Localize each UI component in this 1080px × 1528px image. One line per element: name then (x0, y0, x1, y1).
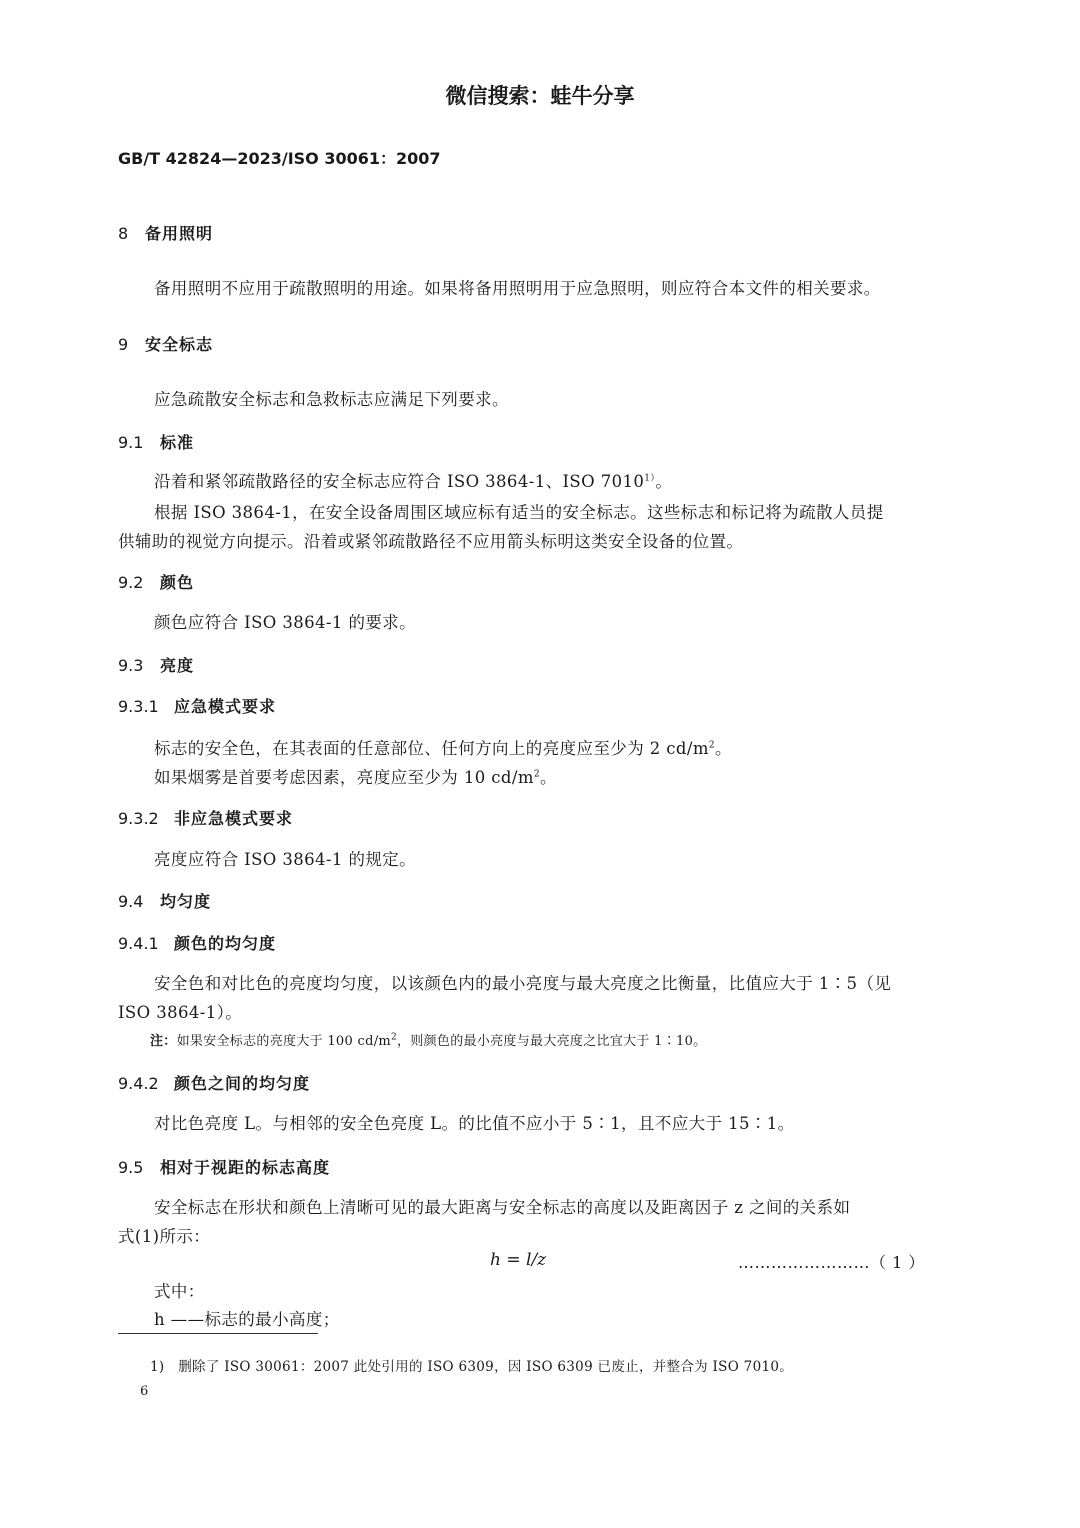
section-heading-9-3-1 (118, 694, 276, 717)
document-id: GB/T 42824—2023/ISO 30061：2007 (118, 149, 441, 168)
section-title: 标准 (160, 433, 195, 452)
section-number: 9.5 (118, 1158, 144, 1177)
section-heading-9-5 (118, 1155, 330, 1178)
section-heading-9-4-2 (118, 1071, 310, 1094)
section-title: 非应急模式要求 (174, 809, 294, 828)
note: 注：如果安全标志的亮度大于 100 $cd/m^2$，则颜色的最小亮度与最大亮度之比宜大于 1∶10。 (150, 1032, 707, 1049)
section-title: 安全标志 (145, 335, 214, 354)
section-title: 颜色之间的均匀度 (174, 1074, 311, 1093)
note-label: 注： (150, 1034, 177, 1049)
section-number: 9.4 (118, 892, 144, 911)
section-number: 9.3.2 (118, 809, 159, 828)
paragraph: 应急疏散安全标志和急救标志应满足下列要求。 (154, 390, 509, 409)
section-number: 8 (118, 224, 129, 243)
paragraph-line: 根据 ISO 3864-1，在安全设备周围区域应标有适当的安全标志。这些标志和标记将为疏散人员提 (154, 503, 884, 522)
section-title: 颜色的均匀度 (174, 934, 277, 953)
section-heading-9 (118, 332, 213, 355)
section-heading-9-4-1 (118, 931, 276, 954)
section-title: 应急模式要求 (174, 697, 277, 716)
paragraph: 备用照明不应用于疏散照明的用途。如果将备用照明用于应急照明，则应符合本文件的相关要求。 (154, 279, 881, 298)
section-heading-9-1 (118, 430, 194, 453)
paragraph-line: ISO 3864-1）。 (118, 1003, 243, 1022)
section-number: 9.2 (118, 573, 144, 592)
section-number: 9.4.1 (118, 934, 159, 953)
paragraph-line: 式(1)所示： (118, 1227, 211, 1246)
footnote: 1) 删除了 ISO 30061：2007 此处引用的 ISO 6309，因 ISO 6309 已废止，并整合为 ISO 7010。 (150, 1359, 794, 1375)
footnote-marker: 1） (644, 473, 656, 484)
section-number: 9.1 (118, 433, 144, 452)
paragraph: 标志的安全色，在其表面的任意部位、任何方向上的亮度应至少为 2 $cd/m^2$。 (154, 739, 732, 758)
paragraph: 沿着和紧邻疏散路径的安全标志应符合 ISO 3864-1、ISO $7010^{1)}$。 (154, 472, 673, 491)
formula: h = l/z (490, 1250, 547, 1270)
paragraph: 亮度应符合 ISO 3864-1 的规定。 (154, 850, 417, 869)
section-title: 相对于视距的标志高度 (160, 1158, 331, 1177)
section-heading-9-3 (118, 653, 194, 676)
footnote-separator (118, 1333, 318, 1334)
section-heading-9-2 (118, 570, 194, 593)
symbol-definition: h ——标志的最小高度； (154, 1310, 340, 1329)
paragraph: 颜色应符合 ISO 3864-1 的要求。 (154, 613, 417, 632)
section-title: 备用照明 (145, 224, 214, 243)
paragraph: 对比色亮度 L。与相邻的安全色亮度 L。的比值不应小于 5∶1，且不应大于 15∶1。 (154, 1114, 795, 1133)
paragraph-line: 供辅助的视觉方向提示。沿着或紧邻疏散路径不应用箭头标明这类安全设备的位置。 (118, 532, 744, 551)
page-number: 6 (140, 1384, 149, 1399)
paragraph-line: 安全色和对比色的亮度均匀度，以该颜色内的最小亮度与最大亮度之比衡量，比值应大于 1∶5（见 (154, 974, 892, 993)
section-title: 均匀度 (160, 892, 212, 911)
watermark-banner: 微信搜索：蛙牛分享 (445, 84, 635, 108)
section-title: 颜色 (160, 573, 195, 592)
where-label: 式中： (154, 1282, 205, 1301)
section-heading-8 (118, 221, 213, 244)
paragraph: 如果烟雾是首要考虑因素，亮度应至少为 10 $cd/m^2$。 (154, 768, 557, 787)
section-heading-9-4 (118, 889, 211, 912)
section-number: 9.4.2 (118, 1074, 159, 1093)
section-heading-9-3-2 (118, 806, 293, 829)
paragraph-line: 安全标志在形状和颜色上清晰可见的最大距离与安全标志的高度以及距离因子 z 之间的关系如 (154, 1198, 851, 1217)
formula-reference: ……………………（ 1 ） (738, 1253, 925, 1272)
section-number: 9.3.1 (118, 697, 159, 716)
section-number: 9.3 (118, 656, 144, 675)
section-number: 9 (118, 335, 129, 354)
section-title: 亮度 (160, 656, 195, 675)
